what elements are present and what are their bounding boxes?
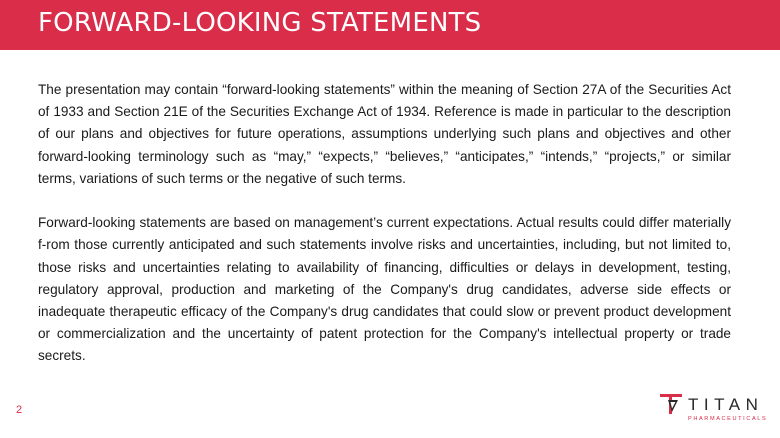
header-bar (0, 0, 780, 50)
logo-name-text: TITAN (688, 395, 764, 414)
titan-logo (658, 388, 774, 428)
paragraph-1: The presentation may contain “forward-looking statements” within the meaning of Section 27A of the Securities Act of 1933 and Section 21E of the Securities Exchange Act of 1934. Reference is made in particular to the description of our plans and objectives for future operations, assumptions underlying such plans and objectives and other forward-looking terminology such as “may,” “expects,” “believes,” “anticipates,” “intends,” “projects,” or similar terms, variations of such terms or the negative of such terms. (38, 82, 731, 186)
page-number: 2 (16, 404, 23, 416)
paragraph-2: Forward-looking statements are based on management’s current expectations. Actual results could differ materially f-rom those currently anticipated and such statements involve risks and uncertainties, including, but not limited to, those risks and uncertainties relating to availability of financing, difficulties or delays in development, testing, regulatory approval, production and marketing of the Company's drug candidates, adverse side effects or inadequate therapeutic efficacy of the Company's drug candidates that could slow or prevent product development or commercialization and the uncertainty of patent protection for the Company's intellectual property or trade secrets. (38, 215, 731, 364)
body-text (38, 79, 731, 390)
titan-logo-icon (658, 388, 774, 428)
logo-subtitle-text: PHARMACEUTICALS (688, 416, 768, 422)
page-title: FORWARD-LOOKING STATEMENTS (38, 8, 482, 38)
